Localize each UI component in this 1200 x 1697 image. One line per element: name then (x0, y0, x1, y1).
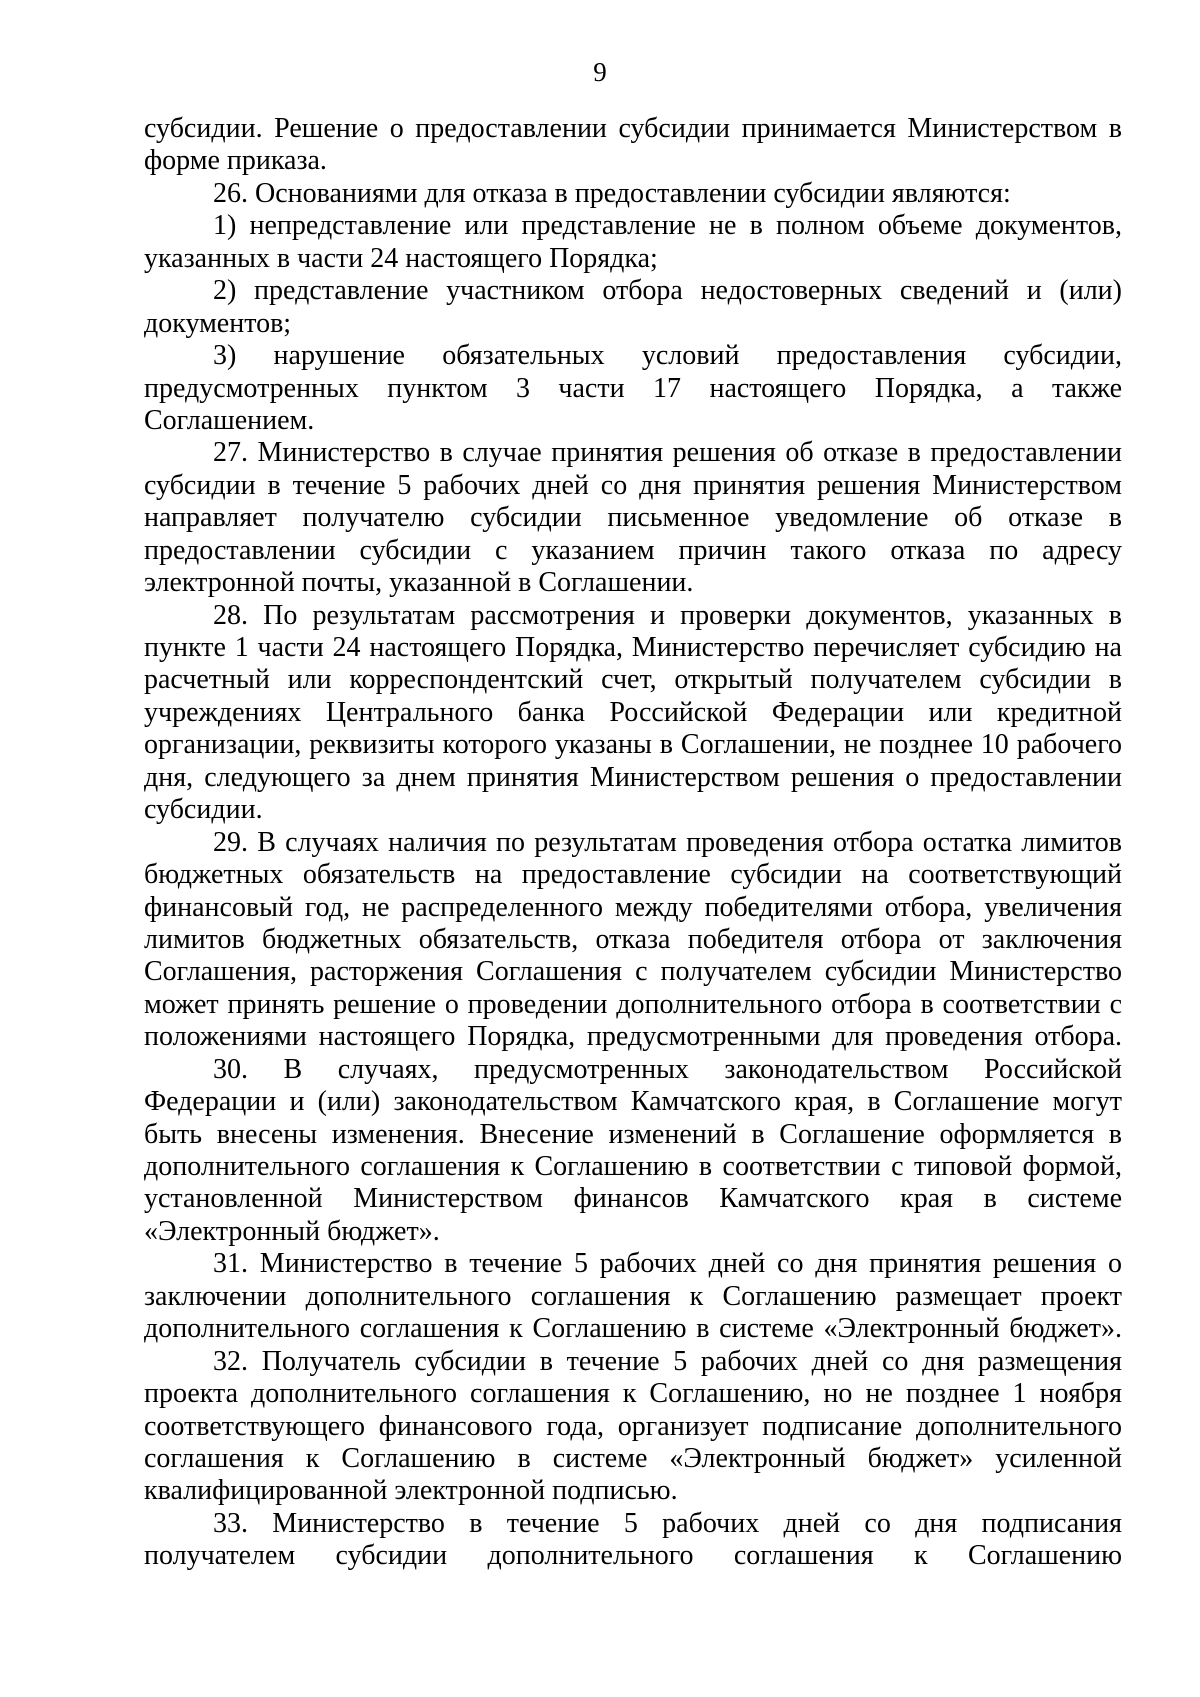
text-line: электронной почты, указанной в Соглашении. (144, 567, 694, 599)
text-line: 3) нарушение обязательных условий предоставления субсидии, (213, 340, 1122, 372)
text-line: предусмотренных пунктом 3 части 17 настоящего Порядка, а также (144, 372, 1122, 404)
text-line: субсидии. (144, 794, 263, 826)
text-line: лимитов бюджетных обязательств, отказа победителя отбора от заключения (144, 923, 1122, 955)
text-line: получателем субсидии дополнительного соглашения к Соглашению (144, 1540, 1122, 1572)
text-line: форме приказа. (144, 145, 327, 177)
text-line: дополнительного соглашения к Соглашению в системе «Электронный бюджет». (144, 1313, 1122, 1345)
text-line: учреждениях Центрального банка Российской Федерации или кредитной (144, 696, 1122, 728)
text-line: проекта дополнительного соглашения к Соглашению, но не позднее 1 ноября (144, 1378, 1122, 1410)
text-line: Соглашения, расторжения Соглашения с получателем субсидии Министерство (144, 956, 1122, 988)
text-line: соглашения к Соглашению в системе «Электронный бюджет» усиленной (144, 1442, 1122, 1474)
text-line: документов; (144, 307, 292, 339)
text-line: быть внесены изменения. Внесение изменений в Соглашение оформляется в (144, 1118, 1122, 1150)
text-line: 33. Министерство в течение 5 рабочих дней со дня подписания (213, 1507, 1122, 1539)
text-line: бюджетных обязательств на предоставление субсидии на соответствующий (144, 859, 1122, 891)
text-line: заключении дополнительного соглашения к Соглашению размещает проект (144, 1280, 1122, 1312)
text-line: указанных в части 24 настоящего Порядка; (144, 242, 658, 274)
text-line: «Электронный бюджет». (144, 1215, 440, 1247)
text-line: направляет получателю субсидии письменное уведомление об отказе в (144, 502, 1122, 534)
text-line: 30. В случаях, предусмотренных законодательством Российской (213, 1053, 1122, 1085)
text-line: 29. В случаях наличия по результатам проведения отбора остатка лимитов (213, 826, 1122, 858)
text-line: квалифицированной электронной подписью. (144, 1475, 678, 1507)
text-line: 1) непредставление или представление не в полном объеме документов, (213, 210, 1122, 242)
text-line: установленной Министерством финансов Камчатского края в системе (144, 1183, 1122, 1215)
text-line: организации, реквизиты которого указаны в Соглашении, не позднее 10 рабочего (144, 729, 1122, 761)
text-line: может принять решение о проведении дополнительного отбора в соответствии с (144, 988, 1122, 1020)
text-line: 31. Министерство в течение 5 рабочих дней со дня принятия решения о (213, 1248, 1122, 1280)
text-line: соответствующего финансового года, организует подписание дополнительного (144, 1410, 1122, 1442)
text-line: субсидии. Решение о предоставлении субсидии принимается Министерством в (144, 113, 1122, 144)
text-line: пункте 1 части 24 настоящего Порядка, Министерство перечисляет субсидию на (144, 632, 1122, 663)
text-line: 32. Получатель субсидии в течение 5 рабочих дней со дня размещения (213, 1345, 1122, 1377)
text-line: финансовый год, не распределенного между победителями отбора, увеличения (144, 891, 1122, 923)
text-line: предоставлении субсидии с указанием причин такого отказа по адресу (144, 534, 1122, 566)
text-line: 2) представление участником отбора недостоверных сведений и (или) (213, 275, 1122, 307)
text-line: субсидии в течение 5 рабочих дней со дня принятия решения Министерством (144, 469, 1122, 501)
text-line: Соглашением. (144, 404, 315, 436)
text-line: 28. По результатам рассмотрения и проверки документов, указанных в (213, 599, 1122, 631)
text-line: Федерации и (или) законодательством Камчатского края, в Соглашение могут (144, 1086, 1122, 1118)
text-line: 27. Министерство в случае принятия решения об отказе в предоставлении (213, 437, 1122, 469)
page-number: 9 (593, 57, 607, 87)
document-body (144, 113, 1122, 1573)
text-line: дополнительного соглашения к Соглашению в соответствии с типовой формой, (144, 1151, 1122, 1182)
text-line: положениями настоящего Порядка, предусмотренными для проведения отбора. (144, 1021, 1122, 1053)
text-line: дня, следующего за днем принятия Министерством решения о предоставлении (144, 761, 1122, 793)
text-line: расчетный или корреспондентский счет, открытый получателем субсидии в (144, 664, 1122, 696)
text-line: 26. Основаниями для отказа в предоставлении субсидии являются: (213, 177, 1011, 209)
